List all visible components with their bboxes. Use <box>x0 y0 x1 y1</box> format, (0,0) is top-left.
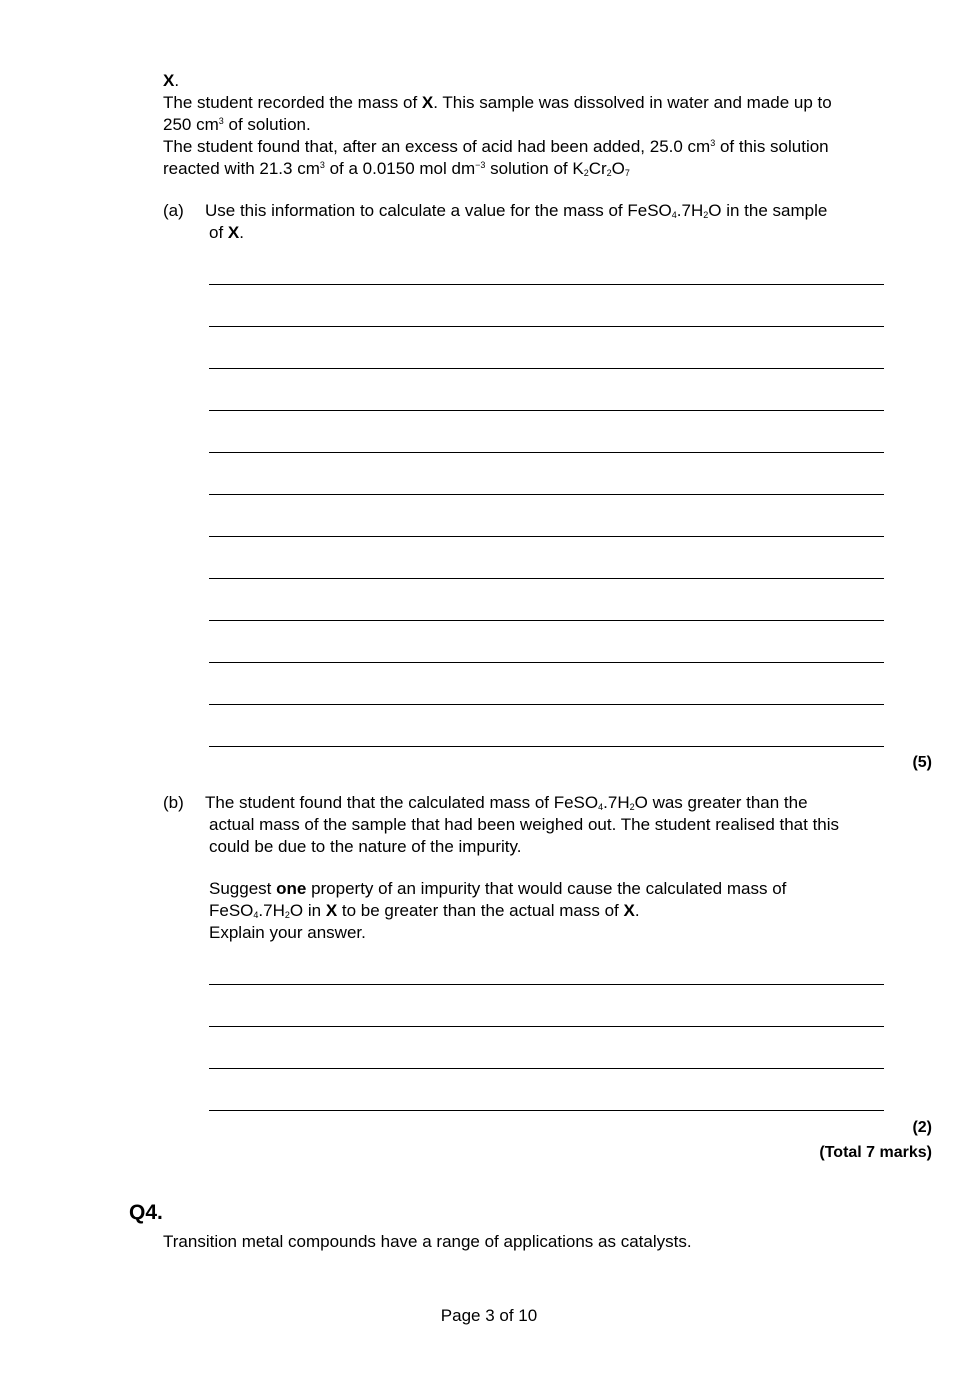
answer-line[interactable] <box>209 494 884 495</box>
answer-line[interactable] <box>209 536 884 537</box>
part-a-label: (a) <box>163 201 184 220</box>
answer-line[interactable] <box>209 410 884 411</box>
intro-line-4: reacted with 21.3 $cm^3$ of a 0.0150 mol $dm^{-3}$ solution of $K_2Cr_2O_7$ <box>163 159 630 178</box>
question-4-text: Transition metal compounds have a range of applications as catalysts. <box>163 1232 692 1251</box>
answer-line[interactable] <box>209 368 884 369</box>
answer-line[interactable] <box>209 1110 884 1111</box>
part-b-marks: (2) <box>912 1119 932 1136</box>
part-b-para2-line-3: Explain your answer. <box>209 923 366 942</box>
intro-line-2: 250 $cm^3$ of solution. <box>163 115 311 134</box>
part-a-marks: (5) <box>912 754 932 771</box>
part-b-para1-line-1: The student found that the calculated mass of $FeSO_4.7H_2O$ was greater than the <box>205 793 808 812</box>
answer-line[interactable] <box>209 704 884 705</box>
part-a-question-line-1: Use this information to calculate a value for the mass of $FeSO_4.7H_2O$ in the sample <box>205 201 828 220</box>
answer-line[interactable] <box>209 746 884 747</box>
answer-line[interactable] <box>209 984 884 985</box>
answer-line[interactable] <box>209 284 884 285</box>
answer-line[interactable] <box>209 578 884 579</box>
intro-x-line: X. <box>163 71 180 90</box>
part-a-question-line-2: of X. <box>209 223 244 242</box>
answer-line[interactable] <box>209 1068 884 1069</box>
intro-line-1: The student recorded the mass of X. This sample was dissolved in water and made up to <box>163 93 832 112</box>
answer-line[interactable] <box>209 620 884 621</box>
answer-line[interactable] <box>209 662 884 663</box>
part-b-para2-line-2: $FeSO_4.7H_2O$ in X to be greater than the actual mass of X. <box>209 901 640 920</box>
answer-line[interactable] <box>209 452 884 453</box>
intro-line-3: The student found that, after an excess of acid had been added, 25.0 $cm^3$ of this solution <box>163 137 829 156</box>
total-marks: (Total 7 marks) <box>819 1144 932 1161</box>
part-b-para2-line-1: Suggest one property of an impurity that would cause the calculated mass of <box>209 879 787 898</box>
part-b-para1-line-3: could be due to the nature of the impurity. <box>209 837 522 856</box>
part-b-para1-line-2: actual mass of the sample that had been weighed out. The student realised that this <box>209 815 840 834</box>
answer-line[interactable] <box>209 1026 884 1027</box>
page-number: Page 3 of 10 <box>440 1306 538 1325</box>
answer-line[interactable] <box>209 326 884 327</box>
part-b-label: (b) <box>163 793 184 812</box>
question-4-heading: Q4. <box>129 1201 163 1224</box>
